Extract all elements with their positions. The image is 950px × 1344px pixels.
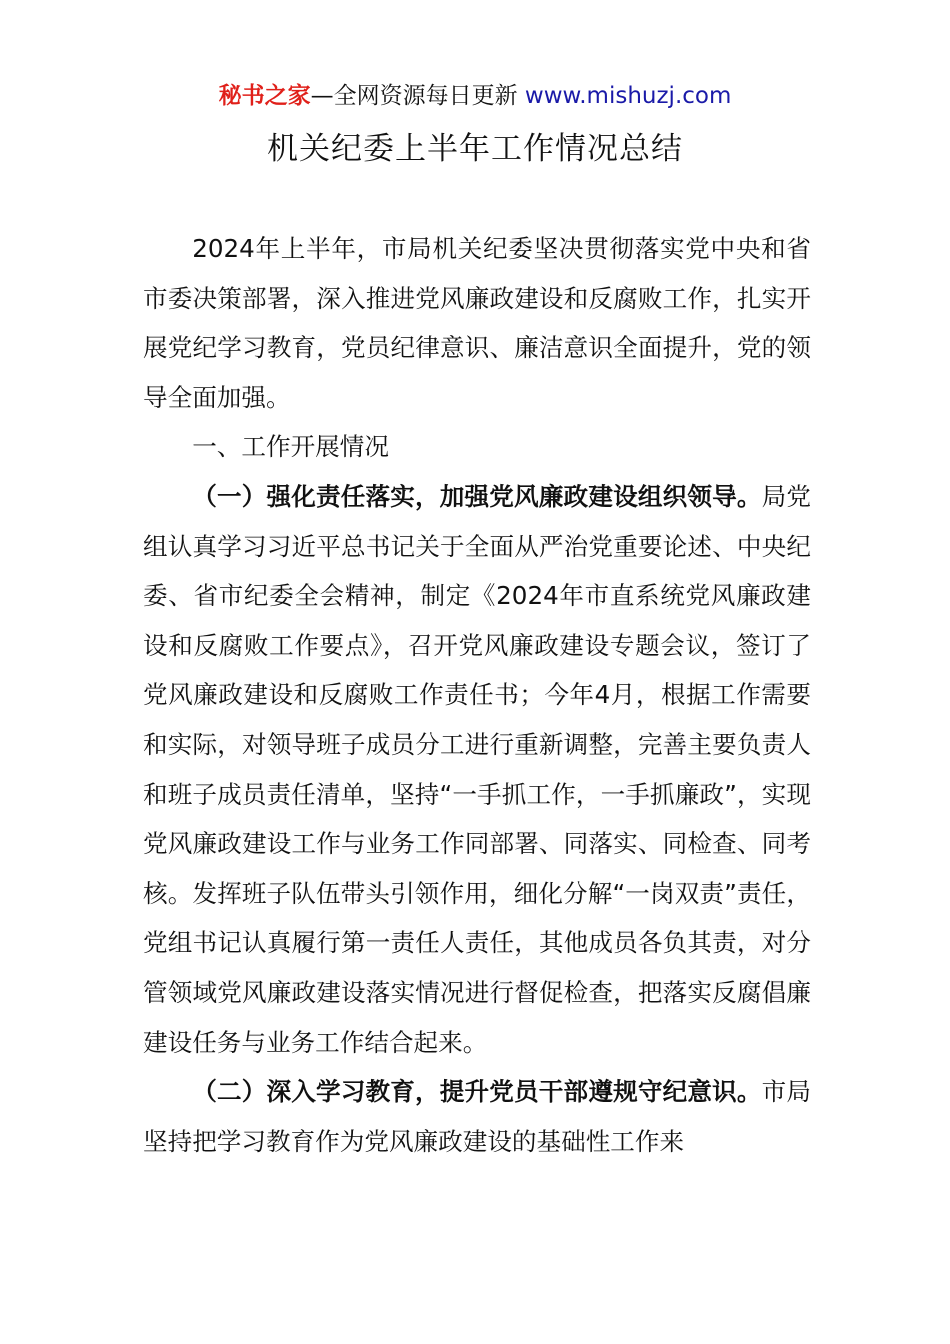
document-body <box>143 224 811 1166</box>
subsection-heading-1: （一）强化责任落实，加强党风廉政建设组织领导。 <box>192 481 762 511</box>
site-slogan: —全网资源每日更新 <box>310 83 518 109</box>
subsection-paragraph-2 <box>143 1067 811 1166</box>
subsection-body-1: 局党组认真学习习近平总书记关于全面从严治党重要论述、中央纪委、省市纪委全会精神，制定《2024年市直系统党风廉政建设和反腐败工作要点》，召开党风廉政建设专题会议，签订了党风廉政建设和反腐败工作责任书；今年4月，根据工作需要和实际，对领导班子成员分工进行重新调整，完善主要负责人和班子成员责任清单，坚持“一手抓工作，一手抓廉政”，实现党风廉政建设工作与业务工作同部署、同落实、同检查、同考核。发挥班子队伍带头引领作用，细化分解“一岗双责”责任，党组书记认真履行第一责任人责任，其他成员各负其责，对分管领域党风廉政建设落实情况进行督促检查，把落实反腐倡廉建设任务与业务工作结合起来。 <box>143 481 811 1057</box>
document-title: 机关纪委上半年工作情况总结 <box>267 131 683 167</box>
subsection-heading-2: （二）深入学习教育，提升党员干部遵规守纪意识。 <box>192 1077 762 1107</box>
site-brand: 秘书之家 <box>218 83 311 109</box>
section-heading-1: 一、工作开展情况 <box>192 432 389 462</box>
subsection-paragraph-1 <box>143 472 811 1067</box>
subsection-body-2: 市局坚持把学习教育作为党风廉政建设的基础性工作来 <box>143 1077 811 1156</box>
site-url-link[interactable]: www.mishuzj.com <box>524 83 732 109</box>
site-header <box>0 80 950 112</box>
intro-paragraph: 2024年上半年，市局机关纪委坚决贯彻落实党中央和省市委决策部署，深入推进党风廉政建设和反腐败工作，扎实开展党纪学习教育，党员纪律意识、廉洁意识全面提升，党的领导全面加强。 <box>143 234 811 412</box>
